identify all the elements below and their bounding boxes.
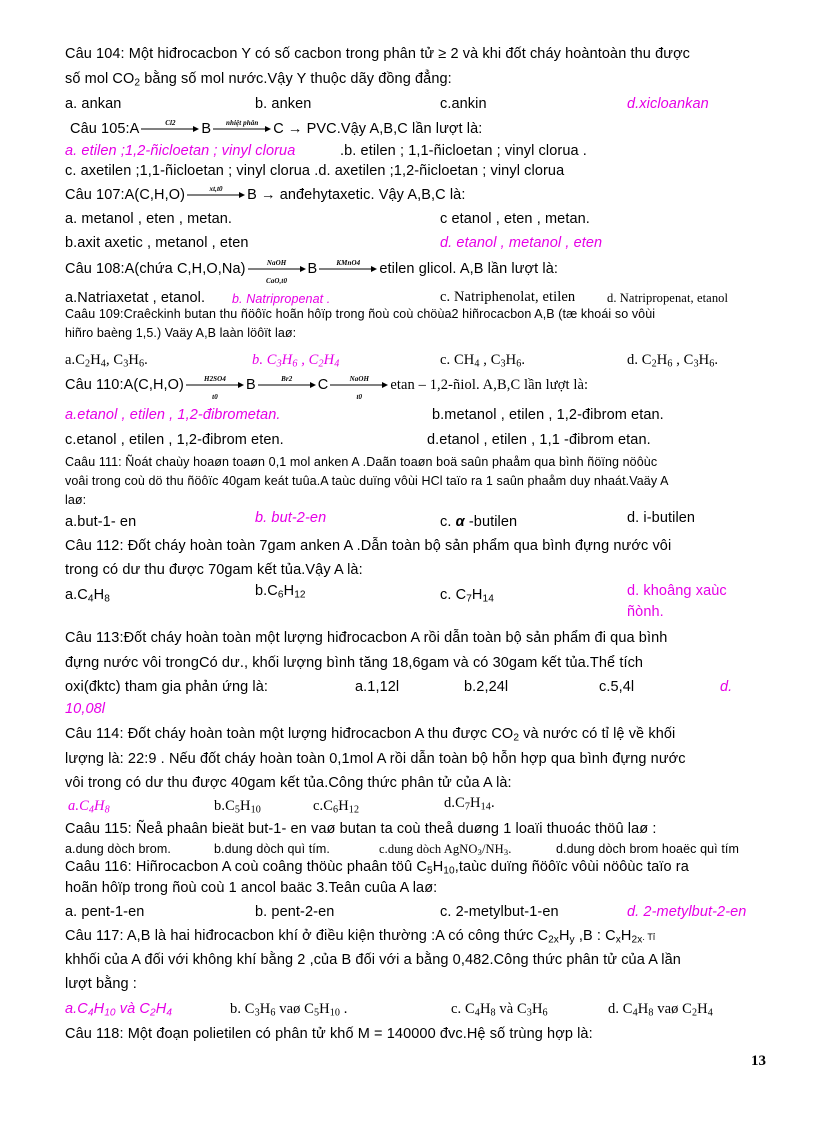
- q116-text-2: hoãn hôïp trong ñoù coù 1 ancol baäc 3.Teân cuûa A laø:: [65, 880, 438, 896]
- q113-option-b: b.2,24l: [464, 679, 509, 695]
- q117-text: Câu 117: A,B là hai hiđrocacbon khí ở điều kiện thường :A có công thức $C_{2x}H_y$ ,B : $C_xH_{2x}$. Tỉ: [65, 928, 656, 946]
- q117-text-3: lượt bằng :: [65, 976, 137, 992]
- q112-option-d-answer: d. khoâng xaùc: [627, 583, 727, 599]
- q109-text-2: hiñro baèng 1,5.) Vaäy A,B laàn löôït laø:: [65, 326, 297, 340]
- q110-option-a-answer: a.etanol , etilen , 1,2-đibrometan.: [65, 407, 281, 423]
- q109-option-b-answer: b. $C_3H_6$ , $C_2H_4$: [252, 352, 340, 370]
- q111-option-d: d. i-butilen: [627, 510, 696, 526]
- q113-option-d-answer: d.: [720, 679, 733, 695]
- q111-text-3: laø:: [65, 493, 87, 507]
- q105-option-a-answer: a. etilen ;1,2-ñicloetan ; vinyl clorua: [65, 143, 296, 159]
- reaction-arrow: Br2: [258, 379, 316, 391]
- q117-option-a-answer: $a.C_4H_{10}$ và $C_2H_4$: [65, 1001, 173, 1019]
- q112-option-c: c. $C_7H_{14}$: [440, 587, 494, 605]
- q114-text-2: lượng là: 22:9 . Nếu đốt cháy hoàn toàn 0,1mol A rồi dẫn toàn bộ hỗn hợp qua bình đựng nước: [65, 751, 686, 767]
- q115-text: Caâu 115: Ñeå phaân bieät but-1- en vaø butan ta coù theå duøng 1 loaïi thuoác thöû laø :: [65, 821, 657, 837]
- q104-option-b: b. anken: [255, 96, 312, 112]
- q115-option-b: b.dung dòch quì tím.: [214, 842, 330, 856]
- q115-option-a: a.dung dòch brom.: [65, 842, 171, 856]
- q104-option-a: a. ankan: [65, 96, 122, 112]
- q116-option-a: a. pent-1-en: [65, 904, 145, 920]
- q113-option-d-answer-2: 10,08l: [65, 701, 106, 717]
- q114-option-b: $b.C_5H_{10}$: [214, 798, 261, 816]
- reaction-arrow: NaOH CaO,t0: [248, 263, 306, 275]
- q115-option-c: c.dung dòch $AgNO_3/NH_3$.: [379, 842, 512, 858]
- q108-text: Câu 108:A(chứa C,H,O,Na) NaOH CaO,t0 B KMnO4 etilen glicol. A,B lần lượt là:: [65, 259, 559, 286]
- q111-text-2: voâi trong coù dö thu ñöôïc 40gam keát tuûa.A taùc duïng vôùi HCl taïo ra 1 saûn phaåm duy nhaát.Vaäy A: [65, 474, 669, 488]
- q114-option-d: $d.C_7H_{14}$.: [444, 795, 495, 813]
- q104-text: Câu 104: Một hiđrocacbon Y có số cacbon trong phân tử ≥ 2 và khi đốt cháy hoàntoàn thu được: [65, 46, 691, 62]
- q107-text: Câu 107:A(C,H,O) xt,t0 B → anđehytaxetic. Vậy A,B,C là:: [65, 185, 466, 203]
- q113-text-2: đựng nước vôi trongCó dư., khối lượng bình tăng 18,6gam và có 30gam kết tủa.Thể tích: [65, 655, 644, 671]
- q104-option-c: c.ankin: [440, 96, 487, 112]
- reaction-arrow: nhiệt phân: [213, 123, 271, 135]
- q105-options-c-d: c. axetilen ;1,1-ñicloetan ; vinyl clorua .d. axetilen ;1,2-ñicloetan ; vinyl clorua: [65, 163, 565, 179]
- reaction-arrow: H2SO4 t0: [186, 379, 244, 391]
- q114-option-a-answer: $a.C_4H_8$: [68, 798, 110, 816]
- q115-option-d: d.dung dòch brom hoaëc quì tím: [556, 842, 739, 856]
- q117-text-2: khhối của A đối với không khí bằng 2 ,của B đối với a bằng 0,482.Công thức phân tử của A lần: [65, 952, 681, 968]
- q113-option-a: a.1,12l: [355, 679, 400, 695]
- q114-text: Câu 114: Đốt cháy hoàn toàn một lượng hiđrocacbon A thu được $CO_2$ và nước có tỉ lệ về khối: [65, 726, 676, 744]
- reaction-arrow: xt,t0: [187, 189, 245, 201]
- q113-option-c: c.5,4l: [599, 679, 635, 695]
- reaction-arrow: KMnO4: [319, 263, 377, 275]
- q112-text-2: trong có dư thu được 70gam kết tủa.Vậy A là:: [65, 562, 363, 578]
- q108-option-d: d. Natripropenat, etanol: [607, 291, 729, 305]
- q105-option-b: .b. etilen ; 1,1-ñicloetan ; vinyl clorua .: [340, 143, 587, 159]
- q113-text: Câu 113:Đốt cháy hoàn toàn một lượng hiđrocacbon A rồi dẫn toàn bộ sản phẩm đi qua bình: [65, 630, 668, 646]
- q107-option-b: b.axit axetic , metanol , eten: [65, 235, 249, 251]
- q117-option-c: c. $C_4H_8$ và $C_3H_6$: [451, 1001, 548, 1019]
- q114-option-c: $c.C_6H_{12}$: [313, 798, 360, 816]
- q112-option-a: $a.C_4H_8$: [65, 587, 110, 605]
- page-number: 13: [751, 1053, 766, 1069]
- q114-text-3: vôi trong có dư thu được 40gam kết tủa.Công thức phân tử của A là:: [65, 775, 512, 791]
- q109-option-d: d. $C_2H_6$ , $C_3H_6$.: [627, 352, 719, 370]
- q108-option-a: a.Natriaxetat , etanol.: [65, 290, 206, 306]
- q116-option-b: b. pent-2-en: [255, 904, 335, 920]
- q104-option-d-answer: d.xicloankan: [627, 96, 709, 112]
- q111-text: Caâu 111: Ñoát chaùy hoaøn toaøn 0,1 mol anken A .Daãn toaøn boä saûn phaåm qua bình ñöïng nöôùc: [65, 455, 658, 469]
- q107-option-c: c etanol , eten , metan.: [440, 211, 590, 227]
- q109-option-a: $a.C_2H_4$, $C_3H_6$.: [65, 352, 148, 370]
- q116-option-c: c. 2-metylbut-1-en: [440, 904, 559, 920]
- q108-option-c: c. Natriphenolat, etilen: [440, 289, 576, 305]
- q117-option-d: d. $C_4H_8$ vaø $C_2H_4$: [608, 1001, 713, 1019]
- q110-text: Câu 110:A(C,H,O) H2SO4 t0 B Br2 C NaOH t0 etan – 1,2-ñiol. A,B,C lần lượt là:: [65, 375, 589, 402]
- reaction-arrow: NaOH t0: [330, 379, 388, 391]
- q111-option-a: a.but-1- en: [65, 514, 137, 530]
- q117-option-b: b. $C_3H_6$ vaø $C_5H_{10}$ .: [230, 1001, 348, 1019]
- q107-option-a: a. metanol , eten , metan.: [65, 211, 233, 227]
- q113-text-3: oxi(đktc) tham gia phản ứng là:: [65, 679, 269, 695]
- q116-text: Caâu 116: Hiñrocacbon A coù coâng thöùc phaân töû $C_5H_{10},taùc$ duïng ñöôïc vôùi nöôùc taïo ra: [65, 859, 689, 877]
- q105-text: Câu 105:A Cl2 B nhiệt phân C → PVC.Vậy A,B,C lần lượt là:: [70, 119, 483, 137]
- q109-text: Caâu 109:Craêckinh butan thu ñöôïc hoãn hôïp trong ñoù coù chöùa2 hiñrocacbon A,B (tæ khoái so vôùi: [65, 307, 656, 321]
- q118-text: Câu 118: Một đoạn polietilen có phân tử khố M = 140000 đvc.Hệ số trùng hợp là:: [65, 1026, 593, 1042]
- q108-option-b-answer: b. Natripropenat .: [232, 292, 331, 306]
- q109-option-c: c. $CH_4$ , $C_3H_6$.: [440, 352, 526, 370]
- q110-option-b: b.metanol , etilen , 1,2-đibrom etan.: [432, 407, 664, 423]
- q110-option-d: d.etanol , etilen , 1,1 -đibrom etan.: [427, 432, 651, 448]
- q112-option-b: $b.C_6H_{12}$: [255, 583, 306, 601]
- q111-option-c: c. α -butilen: [440, 514, 518, 530]
- q111-option-b-answer: b. but-2-en: [255, 510, 327, 526]
- q104-text-2: số mol $CO_2$ bằng số mol nước.Vậy Y thuộc dãy đồng đẳng:: [65, 71, 452, 89]
- q107-option-d-answer: d. etanol , metanol , eten: [440, 235, 603, 251]
- q112-text: Câu 112: Đốt cháy hoàn toàn 7gam anken A .Dẫn toàn bộ sản phẩm qua bình đựng nước vôi: [65, 538, 672, 554]
- q116-option-d-answer: d. 2-metylbut-2-en: [627, 904, 747, 920]
- q112-option-d-answer-2: ñònh.: [627, 604, 664, 620]
- reaction-arrow: Cl2: [141, 123, 199, 135]
- q110-option-c: c.etanol , etilen , 1,2-đibrom eten.: [65, 432, 284, 448]
